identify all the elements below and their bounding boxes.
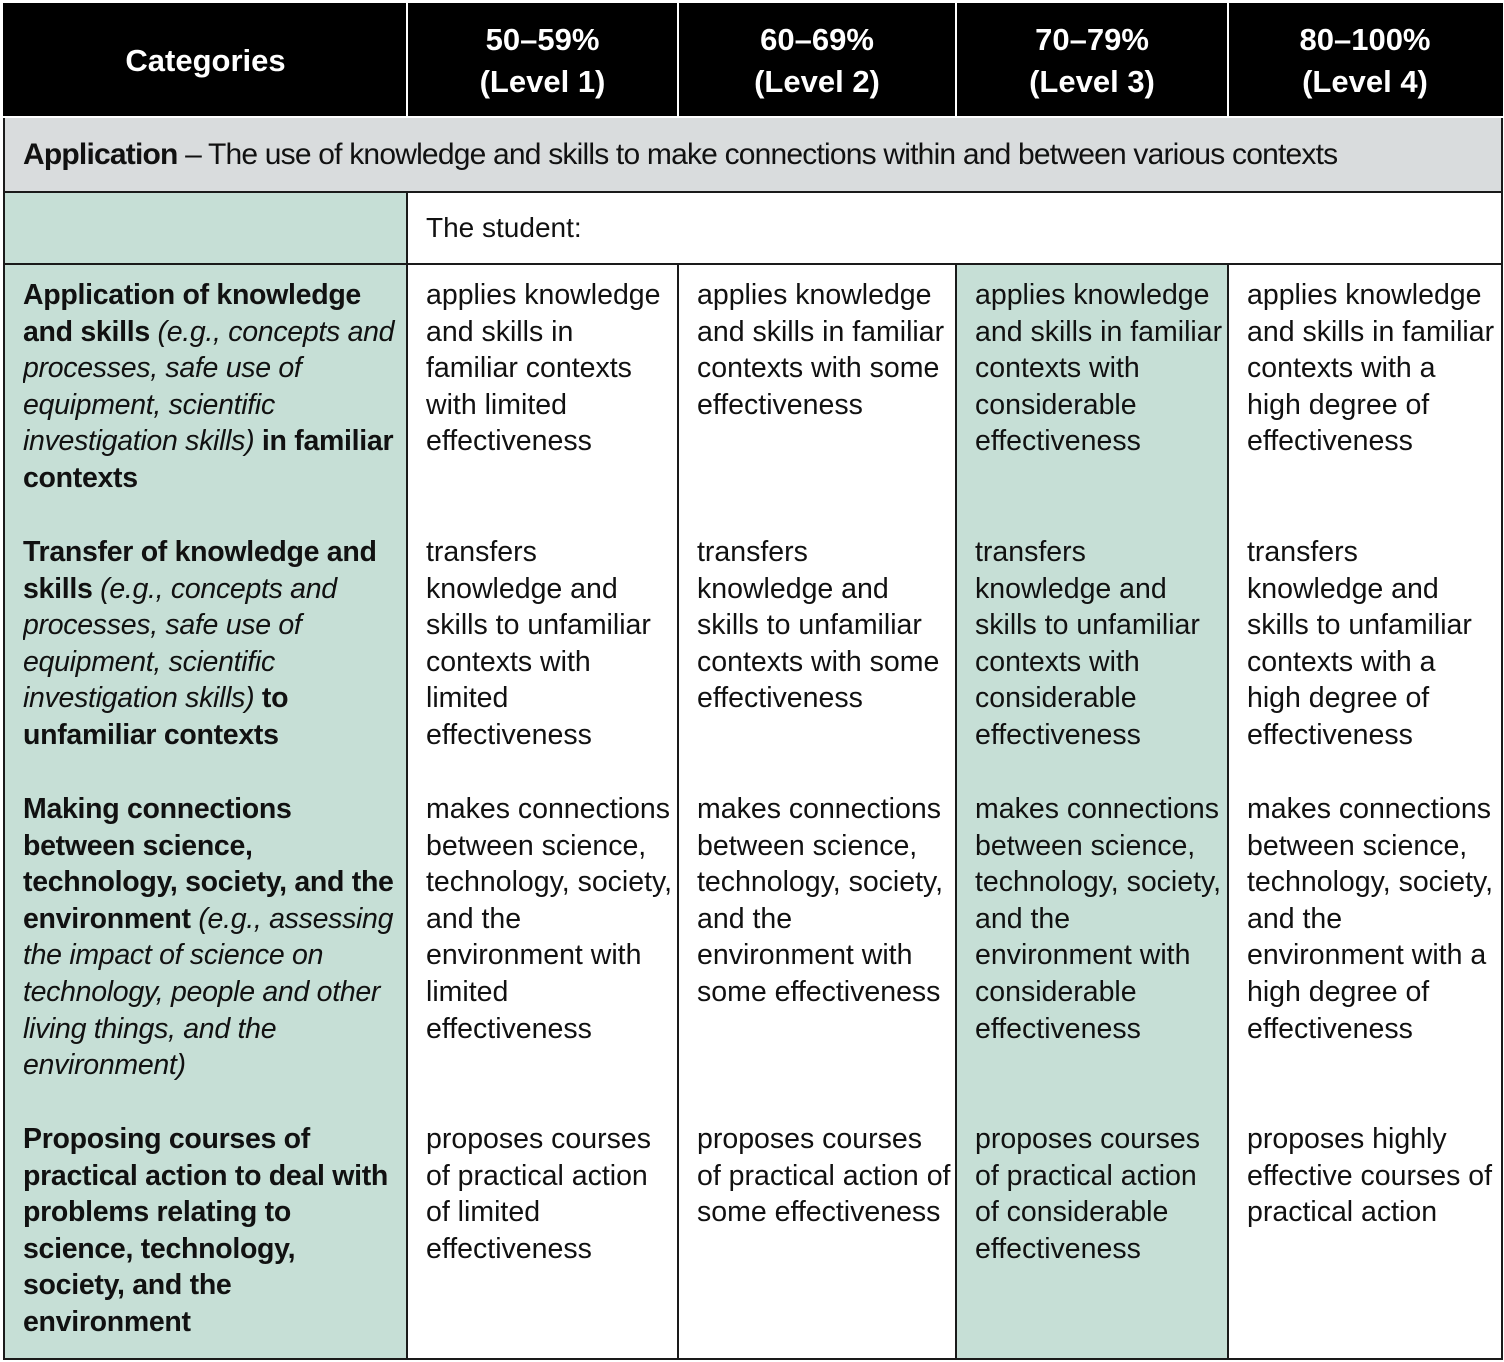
level-3-column [956,264,1228,1359]
level-3-row-4: proposes courses of practical action of considerable effectiveness [975,1123,1200,1265]
header-level-4-label: (Level 4) [1302,63,1428,99]
header-level-1 [407,4,678,117]
section-title [4,117,1502,192]
section-name: Application [23,137,178,171]
header-level-1-label: (Level 1) [479,63,606,99]
header-level-1-range: 50–59% [485,21,600,57]
category-4: Proposing courses of practical action to deal with problems relating to science, technology, society, and the environment [23,1123,389,1338]
level-2-row-4: proposes courses of practical action of some effectiveness [697,1123,951,1229]
level-2-row-2: transfers knowledge and skills to unfamiliar contexts with some effectiveness [697,536,940,715]
level-2-row-1: applies knowledge and skills in familiar contexts with some effectiveness [697,279,945,421]
level-4-row-2: transfers knowledge and skills to unfamiliar contexts with a high degree of effectiveness [1247,536,1472,751]
student-row-blank [4,192,407,264]
header-level-2-range: 60–69% [760,21,874,57]
header-level-3-label: (Level 3) [1029,63,1155,99]
level-3-row-2: transfers knowledge and skills to unfamiliar contexts with considerable effectiveness [975,536,1200,751]
header-categories: Categories [4,4,407,117]
level-2-row-3: makes connections between science, technology, society, and the environment with some effectiveness [697,793,944,1008]
student-label: The student: [407,192,1502,264]
section-description: – The use of knowledge and skills to make connections within and between various contexts [177,137,1338,171]
level-1-row-4: proposes courses of practical action of limited effectiveness [426,1123,651,1265]
category-1: Application of knowledge and skills (e.g., concepts and processes, safe use of equipment, scientific investigation skills) in familiar contexts [23,279,395,494]
achievement-chart-table [3,3,1503,1360]
level-1-row-3: makes connections between science, technology, society, and the environment with limited effectiveness [426,793,673,1045]
categories-column [4,264,407,1359]
level-3-row-3: makes connections between science, technology, society, and the environment with considerable effectiveness [975,793,1222,1045]
level-1-row-1: applies knowledge and skills in familiar contexts with limited effectiveness [426,279,661,458]
section-row [4,117,1502,192]
header-level-4 [1228,4,1502,117]
level-4-column [1228,264,1502,1359]
rubric-body [4,264,1502,1359]
level-4-row-1: applies knowledge and skills in familiar contexts with a high degree of effectiveness [1247,279,1495,458]
header-row [4,4,1502,117]
level-4-row-4: proposes highly effective courses of practical action [1247,1123,1493,1229]
header-level-3-range: 70–79% [1035,21,1149,57]
level-1-column [407,264,678,1359]
header-level-2-label: (Level 2) [754,63,880,99]
header-level-4-range: 80–100% [1299,21,1431,57]
category-3: Making connections between science, technology, society, and the environment (e.g., assessing the impact of science on technology, people and other living things, and the environment) [23,793,394,1082]
header-level-3 [956,4,1228,117]
level-3-row-1: applies knowledge and skills in familiar contexts with considerable effectiveness [975,279,1223,458]
student-row [4,192,1502,264]
header-level-2 [678,4,956,117]
level-1-row-2: transfers knowledge and skills to unfamiliar contexts with limited effectiveness [426,536,651,751]
category-2: Transfer of knowledge and skills (e.g., concepts and processes, safe use of equipment, scientific investigation skills) to unfamiliar contexts [23,536,377,751]
level-2-column [678,264,956,1359]
level-4-row-3: makes connections between science, technology, society, and the environment with a high degree of effectiveness [1247,793,1494,1045]
